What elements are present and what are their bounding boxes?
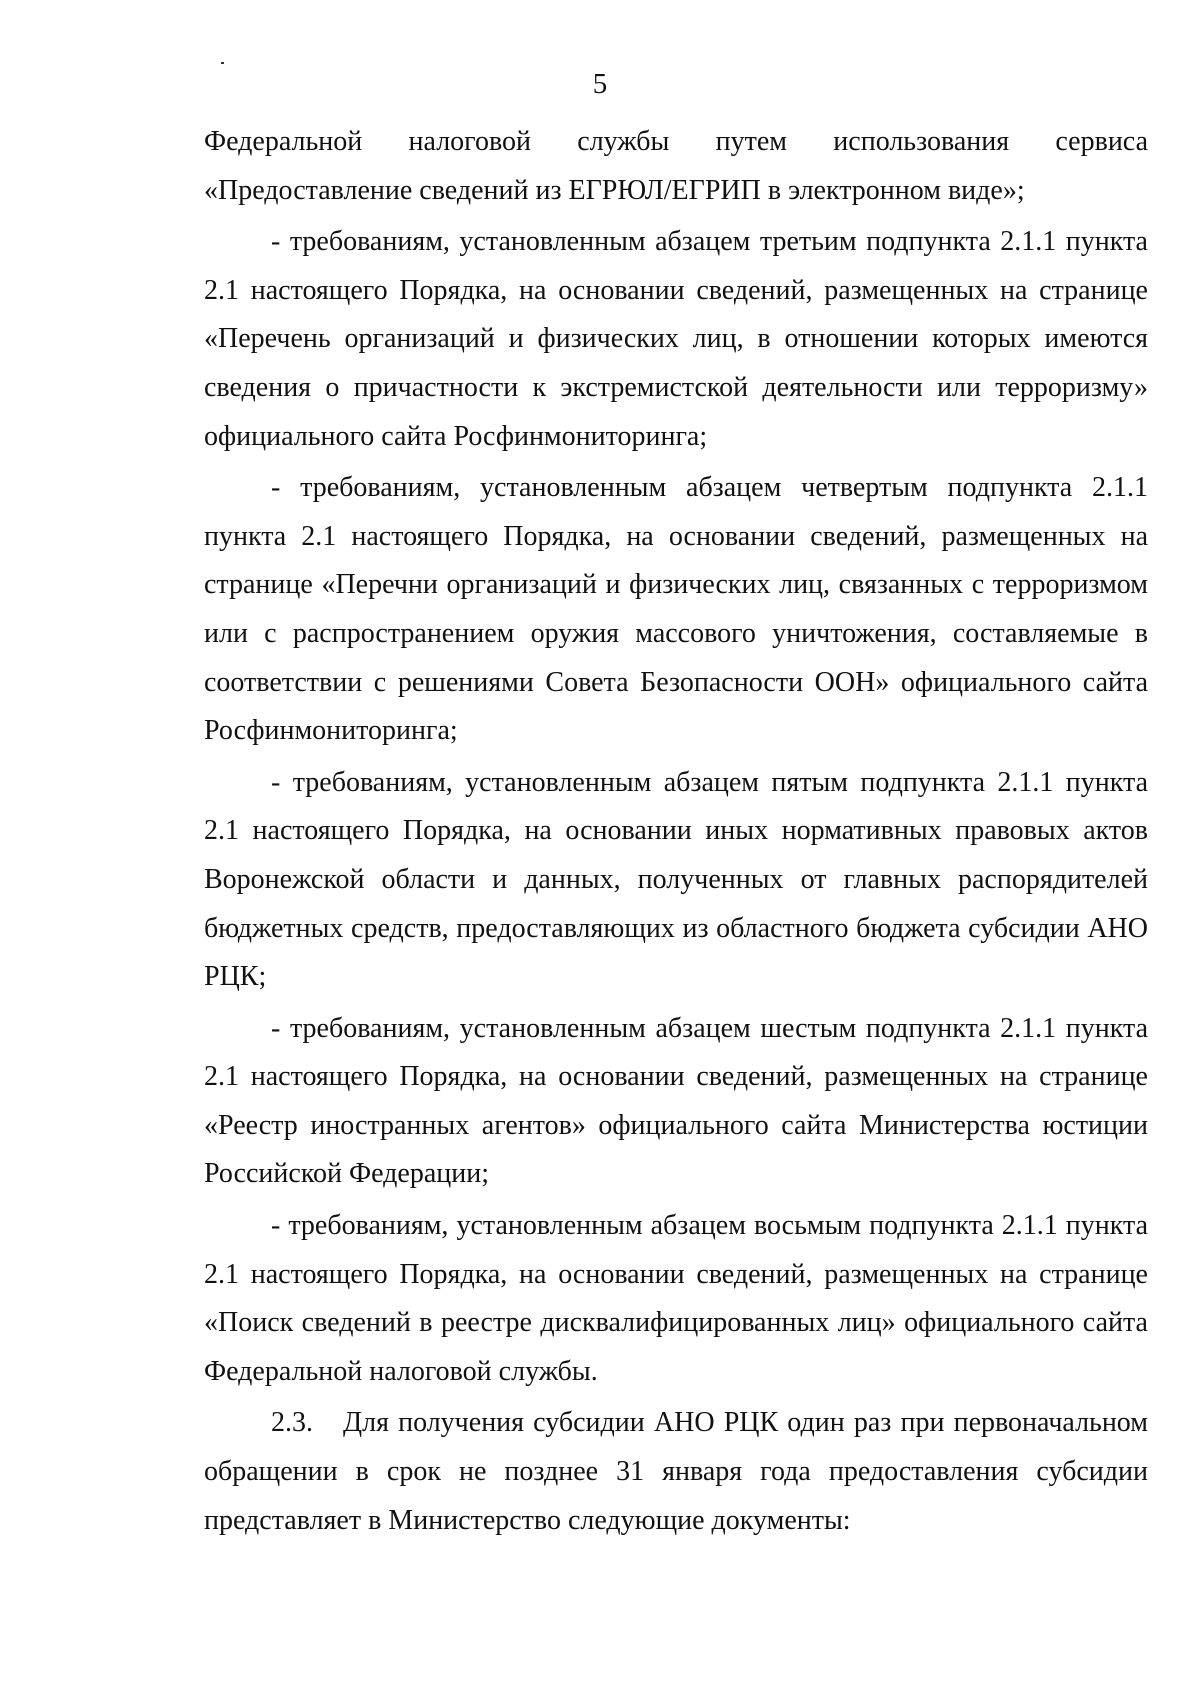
paragraph-continuation: Федеральной налоговой службы путем использования сервиса «Предоставление сведений из ЕГРЮЛ/ЕГРИП в электронном виде»; — [204, 126, 1148, 206]
paragraph-requirement-fifth: - требованиям, установленным абзацем пятым подпункта 2.1.1 пункта 2.1 настоящего Порядка, на основании иных нормативных правовых актов Воронежской области и данных, полученных от главных распорядителей бюджетных средств, предоставляющих из областного бюджета субсидии АНО РЦК; — [204, 766, 1148, 993]
page-number: 5 — [592, 68, 608, 100]
paragraph-requirement-fourth: - требованиям, установленным абзацем четвертым подпункта 2.1.1 пункта 2.1 настоящего Порядка, на основании сведений, размещенных на странице «Перечни организаций и физических лиц, связанных с терроризмом или с распространением оружия массового уничтожения, составляемые в соответствии с решениями Совета Безопасности ООН» официального сайта Росфинмониторинга; — [204, 472, 1148, 747]
paragraph-requirement-eighth: - требованиям, установленным абзацем восьмым подпункта 2.1.1 пункта 2.1 настоящего Порядка, на основании сведений, размещенных на странице «Поиск сведений в реестре дисквалифицированных лиц» официального сайта Федеральной налоговой службы. — [204, 1210, 1148, 1387]
section-number: 2.3. — [271, 1407, 313, 1439]
paragraph-requirement-third: - требованиям, установленным абзацем третьим подпункта 2.1.1 пункта 2.1 настоящего Порядка, на основании сведений, размещенных на странице «Перечень организаций и физических лиц, в отношении которых имеются сведения о причастности к экстремистской деятельности или терроризму» официального сайта Росфинмониторинга; — [204, 226, 1148, 452]
section-2-3-text: Для получения субсидии АНО РЦК один раз при первоначальном обращении в срок не позднее 31 января года предоставления субсидии представляет в Министерство следующие документы: — [204, 1407, 1148, 1536]
paragraph-requirement-sixth: - требованиям, установленным абзацем шестым подпункта 2.1.1 пункта 2.1 настоящего Порядка, на основании сведений, размещенных на странице «Реестр иностранных агентов» официального сайта Министерства юстиции Российской Федерации; — [204, 1012, 1148, 1190]
document-text-body — [204, 118, 1148, 1545]
paragraph-section-2-3 — [204, 1399, 1148, 1545]
